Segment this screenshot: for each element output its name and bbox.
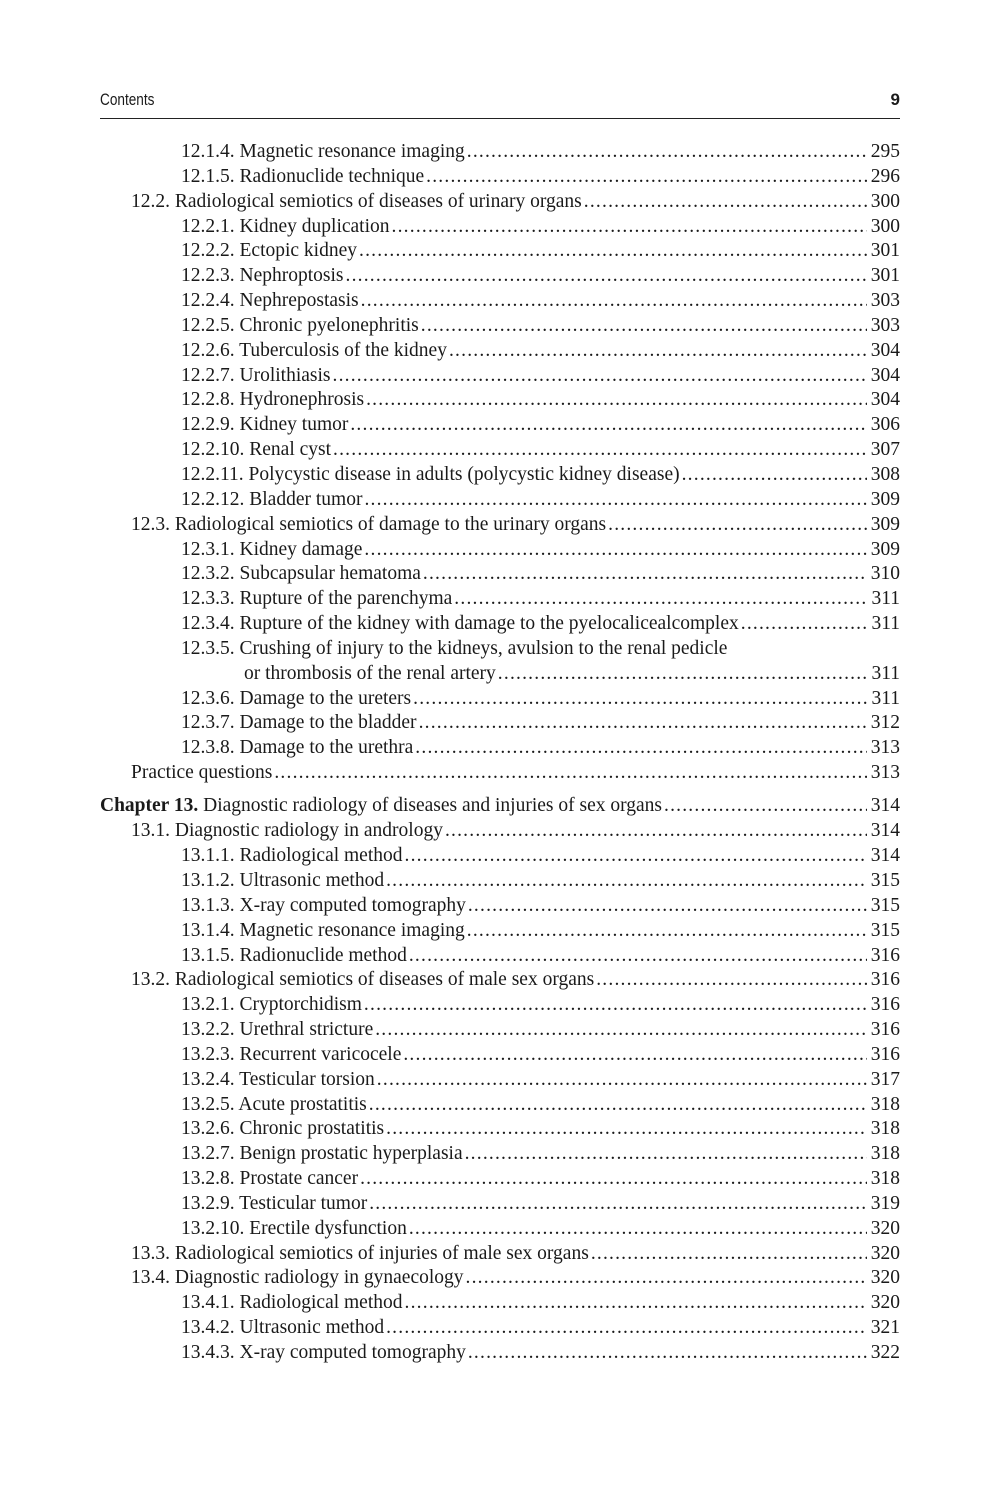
toc-entry-page: 316	[870, 969, 900, 991]
toc-entry-title: 12.2.11. Polycystic disease in adults (polycystic kidney disease)	[181, 463, 680, 485]
toc-entry[interactable]	[100, 413, 900, 438]
dot-leader	[466, 1266, 867, 1291]
dot-leader	[468, 1341, 867, 1366]
toc-entry-title: 12.2.3. Nephroptosis	[181, 265, 344, 287]
chapter-label: Chapter 13.	[100, 795, 199, 817]
dot-leader	[421, 314, 867, 339]
toc-entry[interactable]	[100, 1192, 900, 1217]
toc-entry-page: 306	[870, 414, 900, 436]
toc-entry-page: 311	[871, 662, 900, 684]
toc-entry-page: 311	[871, 613, 900, 635]
toc-entry[interactable]	[100, 1341, 900, 1366]
dot-leader	[419, 711, 867, 736]
toc-entry-page: 311	[871, 687, 900, 709]
dot-leader	[392, 215, 867, 240]
toc-entry-page: 321	[870, 1317, 900, 1339]
dot-leader	[350, 413, 866, 438]
toc-entry-page: 318	[870, 1168, 900, 1190]
toc-entry-page: 314	[870, 845, 900, 867]
toc-entry[interactable]	[100, 239, 900, 264]
toc-entry-title: 12.3.7. Damage to the bladder	[181, 712, 417, 734]
toc-entry[interactable]	[100, 944, 900, 969]
toc-entry-page: 320	[870, 1217, 900, 1239]
dot-leader	[454, 587, 867, 612]
toc-entry-page: 303	[870, 314, 900, 336]
dot-leader	[584, 190, 867, 215]
toc-entry-title: 13.2.8. Prostate cancer	[181, 1168, 359, 1190]
toc-entry[interactable]	[100, 993, 900, 1018]
toc-entry-title: 12.3.3. Rupture of the parenchyma	[181, 588, 453, 610]
dot-leader	[405, 1291, 867, 1316]
toc-entry[interactable]	[100, 314, 900, 339]
toc-entry-page: 316	[870, 1043, 900, 1065]
dot-leader	[386, 869, 867, 894]
toc-entry-title: 13.1.3. X-ray computed tomography	[181, 894, 466, 916]
toc-entry-title: 13.4.2. Ultrasonic method	[181, 1317, 385, 1339]
toc-entry-page: 301	[870, 265, 900, 287]
dot-leader	[346, 264, 867, 289]
toc-entry[interactable]	[100, 1217, 900, 1242]
dot-leader	[664, 794, 867, 819]
toc-entry-title: 12.2.8. Hydronephrosis	[181, 389, 365, 411]
dot-leader	[364, 488, 866, 513]
dot-leader	[364, 993, 867, 1018]
toc-entry[interactable]	[100, 438, 900, 463]
toc-entry[interactable]	[100, 1291, 900, 1316]
toc-entry-title: 13.2.4. Testicular torsion	[181, 1068, 375, 1090]
toc-entry-page: 307	[870, 439, 900, 461]
dot-leader	[467, 919, 867, 944]
toc-entry-page: 301	[870, 240, 900, 262]
toc-entry-title: 12.2.9. Kidney tumor	[181, 414, 349, 436]
toc-chapter-entry[interactable]	[100, 794, 900, 819]
toc-entry[interactable]	[100, 1266, 900, 1291]
toc-entry-page: 304	[870, 389, 900, 411]
toc-entry-title: 13.2.5. Acute prostatitis	[181, 1093, 367, 1115]
toc-entry-page: 300	[870, 190, 900, 212]
toc-entry[interactable]	[100, 215, 900, 240]
toc-entry-page: 308	[870, 463, 900, 485]
toc-entry[interactable]	[100, 587, 900, 612]
toc-entry-page: 295	[870, 141, 900, 162]
toc-entry[interactable]	[100, 612, 900, 637]
toc-entry-title: 13.3. Radiological semiotics of injuries of male sex organs	[131, 1242, 589, 1264]
toc-entry-page: 300	[870, 215, 900, 237]
dot-leader	[364, 538, 866, 563]
toc-entry[interactable]	[100, 463, 900, 488]
dot-leader	[741, 612, 868, 637]
toc-entry[interactable]	[100, 869, 900, 894]
toc-entry[interactable]	[100, 894, 900, 919]
dot-leader	[359, 239, 867, 264]
dot-leader	[413, 687, 867, 712]
dot-leader	[333, 364, 867, 389]
dot-leader	[423, 562, 867, 587]
toc-entry[interactable]	[100, 1242, 900, 1267]
toc-entry[interactable]	[100, 364, 900, 389]
toc-entry[interactable]	[100, 562, 900, 587]
toc-entry-title: 12.3.4. Rupture of the kidney with damage to the pyelocalicealcomplex	[181, 613, 739, 635]
toc-entry-page: 313	[870, 737, 900, 759]
dot-leader	[386, 1117, 867, 1142]
dot-leader	[386, 1316, 867, 1341]
toc-entry-title: 13.1.1. Radiological method	[181, 845, 403, 867]
toc-entry[interactable]	[100, 1043, 900, 1068]
toc-entry-page: 309	[870, 538, 900, 560]
toc-entry[interactable]	[100, 1117, 900, 1142]
toc-entry-page: 303	[870, 290, 900, 312]
toc-entry-title: 12.2.7. Urolithiasis	[181, 364, 331, 386]
toc-entry-page: 315	[870, 919, 900, 941]
toc-entry-title: 12.2.12. Bladder tumor	[181, 488, 363, 510]
toc-entry[interactable]	[100, 264, 900, 289]
dot-leader	[415, 736, 866, 761]
dot-leader	[403, 1043, 866, 1068]
toc-entry[interactable]	[100, 637, 900, 662]
dot-leader	[467, 140, 867, 165]
toc-entry-title	[100, 794, 662, 819]
dot-leader	[409, 944, 867, 969]
toc-entry-page: 318	[870, 1118, 900, 1140]
page-number: 9	[890, 90, 900, 109]
toc-entry[interactable]	[100, 711, 900, 736]
toc-entry-page: 322	[870, 1342, 900, 1363]
toc-entry[interactable]	[100, 968, 900, 993]
toc-entry-title: 13.2.1. Cryptorchidism	[181, 994, 362, 1016]
toc-entry-title: 13.4. Diagnostic radiology in gynaecology	[131, 1267, 464, 1289]
toc-entry[interactable]	[100, 1167, 900, 1192]
toc-entry[interactable]	[100, 190, 900, 215]
dot-leader	[366, 388, 867, 413]
toc-entry-page: 318	[870, 1093, 900, 1115]
toc-entry[interactable]	[100, 736, 900, 761]
toc-entry-title: 12.2.6. Tuberculosis of the kidney	[181, 339, 447, 361]
toc-entry[interactable]	[100, 687, 900, 712]
toc-entry-page: 315	[870, 894, 900, 916]
toc-entry-title: 13.2.2. Urethral stricture	[181, 1019, 374, 1041]
toc-entry-page: 319	[870, 1192, 900, 1214]
toc-entry-page: 320	[870, 1292, 900, 1314]
toc-entry-title: 12.1.5. Radionuclide technique	[181, 165, 425, 187]
toc-entry[interactable]	[100, 140, 900, 165]
toc-entry-page: 317	[870, 1068, 900, 1090]
toc-entry-page: 315	[870, 869, 900, 891]
dot-leader	[377, 1068, 867, 1093]
toc-entry-page: 304	[870, 364, 900, 386]
toc-entry-title: 12.2.2. Ectopic kidney	[181, 240, 358, 262]
dot-leader	[465, 1142, 867, 1167]
toc-entry-page: 316	[870, 944, 900, 966]
toc-entry[interactable]	[100, 488, 900, 513]
toc-entry-title: 12.3.1. Kidney damage	[181, 538, 363, 560]
toc-entry-page: 313	[870, 762, 900, 784]
dot-leader	[608, 513, 867, 538]
toc-entry-title: Practice questions	[131, 762, 273, 784]
toc-entry-title: 12.2.1. Kidney duplication	[181, 215, 390, 237]
toc-entry[interactable]	[100, 1018, 900, 1043]
toc-entry[interactable]	[100, 1142, 900, 1167]
dot-leader	[333, 438, 867, 463]
toc-entry-title: 13.1.5. Radionuclide method	[181, 944, 407, 966]
toc-entry-title: 13.2.10. Erectile dysfunction	[181, 1217, 407, 1239]
dot-leader	[360, 1167, 867, 1192]
toc-entry-page: 311	[871, 588, 900, 610]
toc-entry-title: 12.3.6. Damage to the ureters	[181, 687, 412, 709]
toc-entry-page: 320	[870, 1242, 900, 1264]
toc-entry-title: or thrombosis of the renal artery	[244, 662, 496, 684]
toc-entry-page: 316	[870, 1019, 900, 1041]
toc-entry-title: 13.1. Diagnostic radiology in andrology	[131, 820, 443, 842]
dot-leader	[369, 1093, 867, 1118]
toc-entry[interactable]	[100, 1093, 900, 1118]
toc-entry[interactable]	[100, 844, 900, 869]
dot-leader	[445, 819, 867, 844]
toc-entry[interactable]	[100, 339, 900, 364]
toc-entry[interactable]	[100, 1316, 900, 1341]
dot-leader	[591, 1242, 867, 1267]
toc-entry-page: 304	[870, 339, 900, 361]
toc-entry-title: 13.2.9. Testicular tumor	[181, 1192, 368, 1214]
dot-leader	[468, 894, 867, 919]
toc-entry-title: 12.1.4. Magnetic resonance imaging	[181, 141, 465, 162]
toc-entry-page: 320	[870, 1267, 900, 1289]
dot-leader	[361, 289, 867, 314]
toc-entry-title: 12.2.4. Nephrepostasis	[181, 290, 359, 312]
dot-leader	[375, 1018, 867, 1043]
dot-leader	[498, 662, 868, 687]
toc-entry-page: 318	[870, 1143, 900, 1165]
dot-leader	[274, 761, 866, 786]
toc-entry-title: 12.3.5. Crushing of injury to the kidneys, avulsion to the renal pedicle	[181, 637, 728, 659]
toc-entry-title: 13.2.7. Benign prostatic hyperplasia	[181, 1143, 463, 1165]
toc-entry-title: 13.2.3. Recurrent varicocele	[181, 1043, 402, 1065]
toc-entry-page: 309	[870, 488, 900, 510]
toc-entry[interactable]	[100, 819, 900, 844]
dot-leader	[426, 165, 867, 190]
toc-entry-title: 13.2.6. Chronic prostatitis	[181, 1118, 385, 1140]
dot-leader	[409, 1217, 867, 1242]
toc-entry-page: 296	[870, 165, 900, 187]
toc-entry-title: 13.1.2. Ultrasonic method	[181, 869, 385, 891]
toc-entry[interactable]	[100, 538, 900, 563]
dot-leader	[449, 339, 867, 364]
toc-entry-title: 13.1.4. Magnetic resonance imaging	[181, 919, 465, 941]
toc-entry-page: 312	[870, 712, 900, 734]
toc-entry[interactable]	[100, 513, 900, 538]
toc-entry[interactable]	[100, 919, 900, 944]
running-header	[100, 88, 900, 119]
toc-entry-title: 12.3. Radiological semiotics of damage to the urinary organs	[131, 513, 607, 535]
dot-leader	[596, 968, 867, 993]
table-of-contents	[100, 140, 900, 1366]
toc-entry[interactable]	[100, 662, 900, 687]
dot-leader	[405, 844, 867, 869]
toc-entry[interactable]	[100, 165, 900, 190]
toc-entry[interactable]	[100, 289, 900, 314]
toc-entry-title: 12.2. Radiological semiotics of diseases of urinary organs	[131, 190, 582, 212]
toc-entry-title: 12.3.8. Damage to the urethra	[181, 737, 414, 759]
toc-entry[interactable]	[100, 1068, 900, 1093]
dot-leader	[682, 463, 867, 488]
toc-entry-page: 314	[870, 795, 900, 817]
toc-entry-page: 316	[870, 994, 900, 1016]
dot-leader	[369, 1192, 867, 1217]
toc-entry-title: 12.2.5. Chronic pyelonephritis	[181, 314, 419, 336]
toc-entry-page: 309	[870, 513, 900, 535]
toc-entry-title: 13.4.1. Radiological method	[181, 1292, 403, 1314]
running-title: Contents	[100, 90, 155, 109]
toc-entry-title: 13.2. Radiological semiotics of diseases of male sex organs	[131, 969, 595, 991]
chapter-title: Diagnostic radiology of diseases and injuries of sex organs	[198, 795, 662, 817]
toc-entry-page: 310	[870, 563, 900, 585]
toc-entry[interactable]	[100, 761, 900, 786]
toc-entry-title: 13.4.3. X-ray computed tomography	[181, 1342, 466, 1363]
toc-entry-title: 12.2.10. Renal cyst	[181, 439, 332, 461]
toc-entry-page: 314	[870, 820, 900, 842]
toc-entry[interactable]	[100, 388, 900, 413]
toc-entry-title: 12.3.2. Subcapsular hematoma	[181, 563, 421, 585]
